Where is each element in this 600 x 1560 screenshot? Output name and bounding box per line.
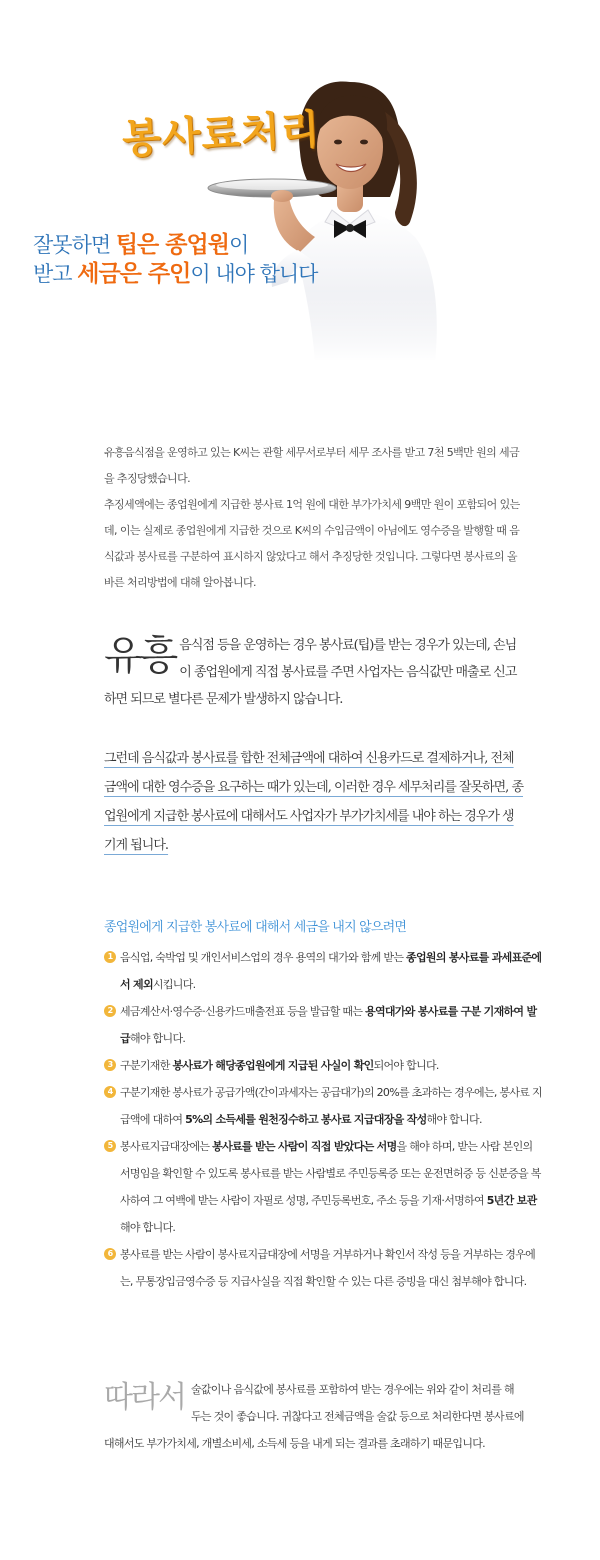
item-bold-text: 종업원의 봉사료를 과세표준에서 제외 [120, 951, 542, 991]
section-heading: 종업원에게 지급한 봉사료에 대해서 세금을 내지 않으려면 [104, 920, 407, 935]
paragraph-text: 음식점 등을 운영하는 경우 봉사료(팁)를 받는 경우가 있는데, 손님이 종업원에게 직접 봉사료를 주면 사업자는 음식값만 매출로 신고하면 되므로 별다른 문제가 발생하지 않습니다. [104, 638, 517, 707]
hero-subtitle-line-1 [33, 231, 317, 260]
item-text: 해야 합니다. [426, 1113, 482, 1126]
intro-paragraph: 추징세액에는 종업원에게 지급한 봉사료 1억 원에 대한 부가가치세 9백만 원이 포함되어 있는데, 이는 실제로 종업원에게 지급한 것으로 K씨의 수입금액이 아님에도 영수증을 발행할 때 음식값과 봉사료를 구분하여 표시하지 않았다고 해서 추징당한 것입니다. 그렇다면 봉사료의 올바른 처리방법에 대해 알아봅니다. [104, 498, 520, 589]
body-paragraph-dropcap [104, 632, 524, 713]
hero-title: 봉사료처리 [120, 105, 322, 163]
subtitle-highlight: 팁은 종업원 [115, 232, 229, 258]
number-badge: 1 [104, 951, 116, 963]
item-text: 해야 합니다. [120, 1221, 176, 1234]
item-text: 을 해야 하며, 받는 사람 본인의 서명임을 확인할 수 있도록 봉사료를 받는 사람별로 주민등록증 또는 운전면허증 등 신분증을 복사하여 그 여백에 받는 사람이 자필로 성명, 주민등록번호, 주소 등을 기재·서명하여 [120, 1140, 541, 1207]
intro-text [104, 440, 524, 596]
item-text: 음식업, 숙박업 및 개인서비스업의 경우 용역의 대가와 함께 받는 [120, 951, 407, 964]
item-bold-text: 5%의 소득세를 원천징수하고 봉사료 지급대장을 작성 [185, 1113, 427, 1126]
list-item [104, 1079, 544, 1133]
item-text: 구분기재한 봉사료가 공급가액(간이과세자는 공급대가)의 20%를 초과하는 경우에는, 봉사료 지급액에 대하여 [120, 1086, 542, 1126]
number-badge: 6 [104, 1248, 116, 1260]
hero-banner [0, 0, 600, 360]
list-item [104, 1241, 544, 1295]
list-item [104, 1052, 544, 1079]
underlined-paragraph [104, 744, 524, 860]
hero-subtitle-line-2 [33, 260, 317, 289]
item-bold-text: 봉사료가 해당종업원에게 지급된 사실이 확인 [172, 1059, 374, 1072]
list-item [104, 1133, 544, 1241]
dropcap-text: 유흥 [104, 633, 176, 679]
number-badge: 5 [104, 1140, 116, 1152]
item-text: 해야 합니다. [129, 1032, 186, 1045]
number-badge: 4 [104, 1086, 116, 1098]
number-badge: 2 [104, 1005, 116, 1017]
number-badge: 3 [104, 1059, 116, 1071]
item-text: 구분기재한 [120, 1059, 173, 1072]
item-text: 봉사료지급대장에는 [120, 1140, 213, 1153]
item-text: 세금계산서·영수증·신용카드매출전표 등을 발급할 때는 [120, 1005, 366, 1018]
conclusion-paragraph [104, 1376, 524, 1457]
underlined-text: 그런데 음식값과 봉사료를 합한 전체금액에 대하여 신용카드로 결제하거나, 전체금액에 대한 영수증을 요구하는 때가 있는데, 이러한 경우 세무처리를 잘못하면, 종업원에게 지급한 봉사료에 대해서도 사업자가 부가가치세를 내야 하는 경우가 생기게 됩니다. [104, 751, 524, 853]
conclusion-text: 술값이나 음식값에 봉사료를 포함하여 받는 경우에는 위와 같이 처리를 해 두는 것이 좋습니다. 귀찮다고 전체금액을 술값 등으로 처리한다면 봉사료에 대해서도 부가가치세, 개별소비세, 소득세 등을 내게 되는 결과를 초래하기 때문입니다. [104, 1383, 524, 1450]
subtitle-part: 이 내야 합니다 [190, 262, 318, 286]
tips-list [104, 944, 544, 1295]
list-item [104, 944, 544, 998]
item-bold-text: 용역대가와 봉사료를 구분 기재하여 발급 [120, 1005, 537, 1045]
item-text: 봉사료를 받는 사람이 봉사료지급대장에 서명을 거부하거나 확인서 작성 등을 거부하는 경우에는, 무통장입금영수증 등 지급사실을 직접 확인할 수 있는 다른 증빙을 대신 첨부해야 합니다. [120, 1248, 536, 1288]
item-bold-text: 5년간 보관 [486, 1194, 537, 1207]
subtitle-part: 이 [228, 233, 249, 257]
subtitle-part: 잘못하면 [33, 233, 116, 257]
intro-paragraph: 유흥음식점을 운영하고 있는 K씨는 관할 세무서로부터 세무 조사를 받고 7천 5백만 원의 세금을 추징당했습니다. [104, 446, 520, 485]
hero-subtitle [33, 231, 317, 289]
item-bold-text: 봉사료를 받는 사람이 직접 받았다는 서명 [212, 1140, 397, 1153]
list-item [104, 998, 544, 1052]
item-text: 되어야 합니다. [373, 1059, 439, 1072]
dropcap-text: 따라서 [104, 1380, 185, 1415]
subtitle-part: 받고 [33, 262, 78, 286]
subtitle-highlight: 세금은 주인 [77, 261, 191, 287]
item-text: 시킵니다. [152, 978, 196, 991]
